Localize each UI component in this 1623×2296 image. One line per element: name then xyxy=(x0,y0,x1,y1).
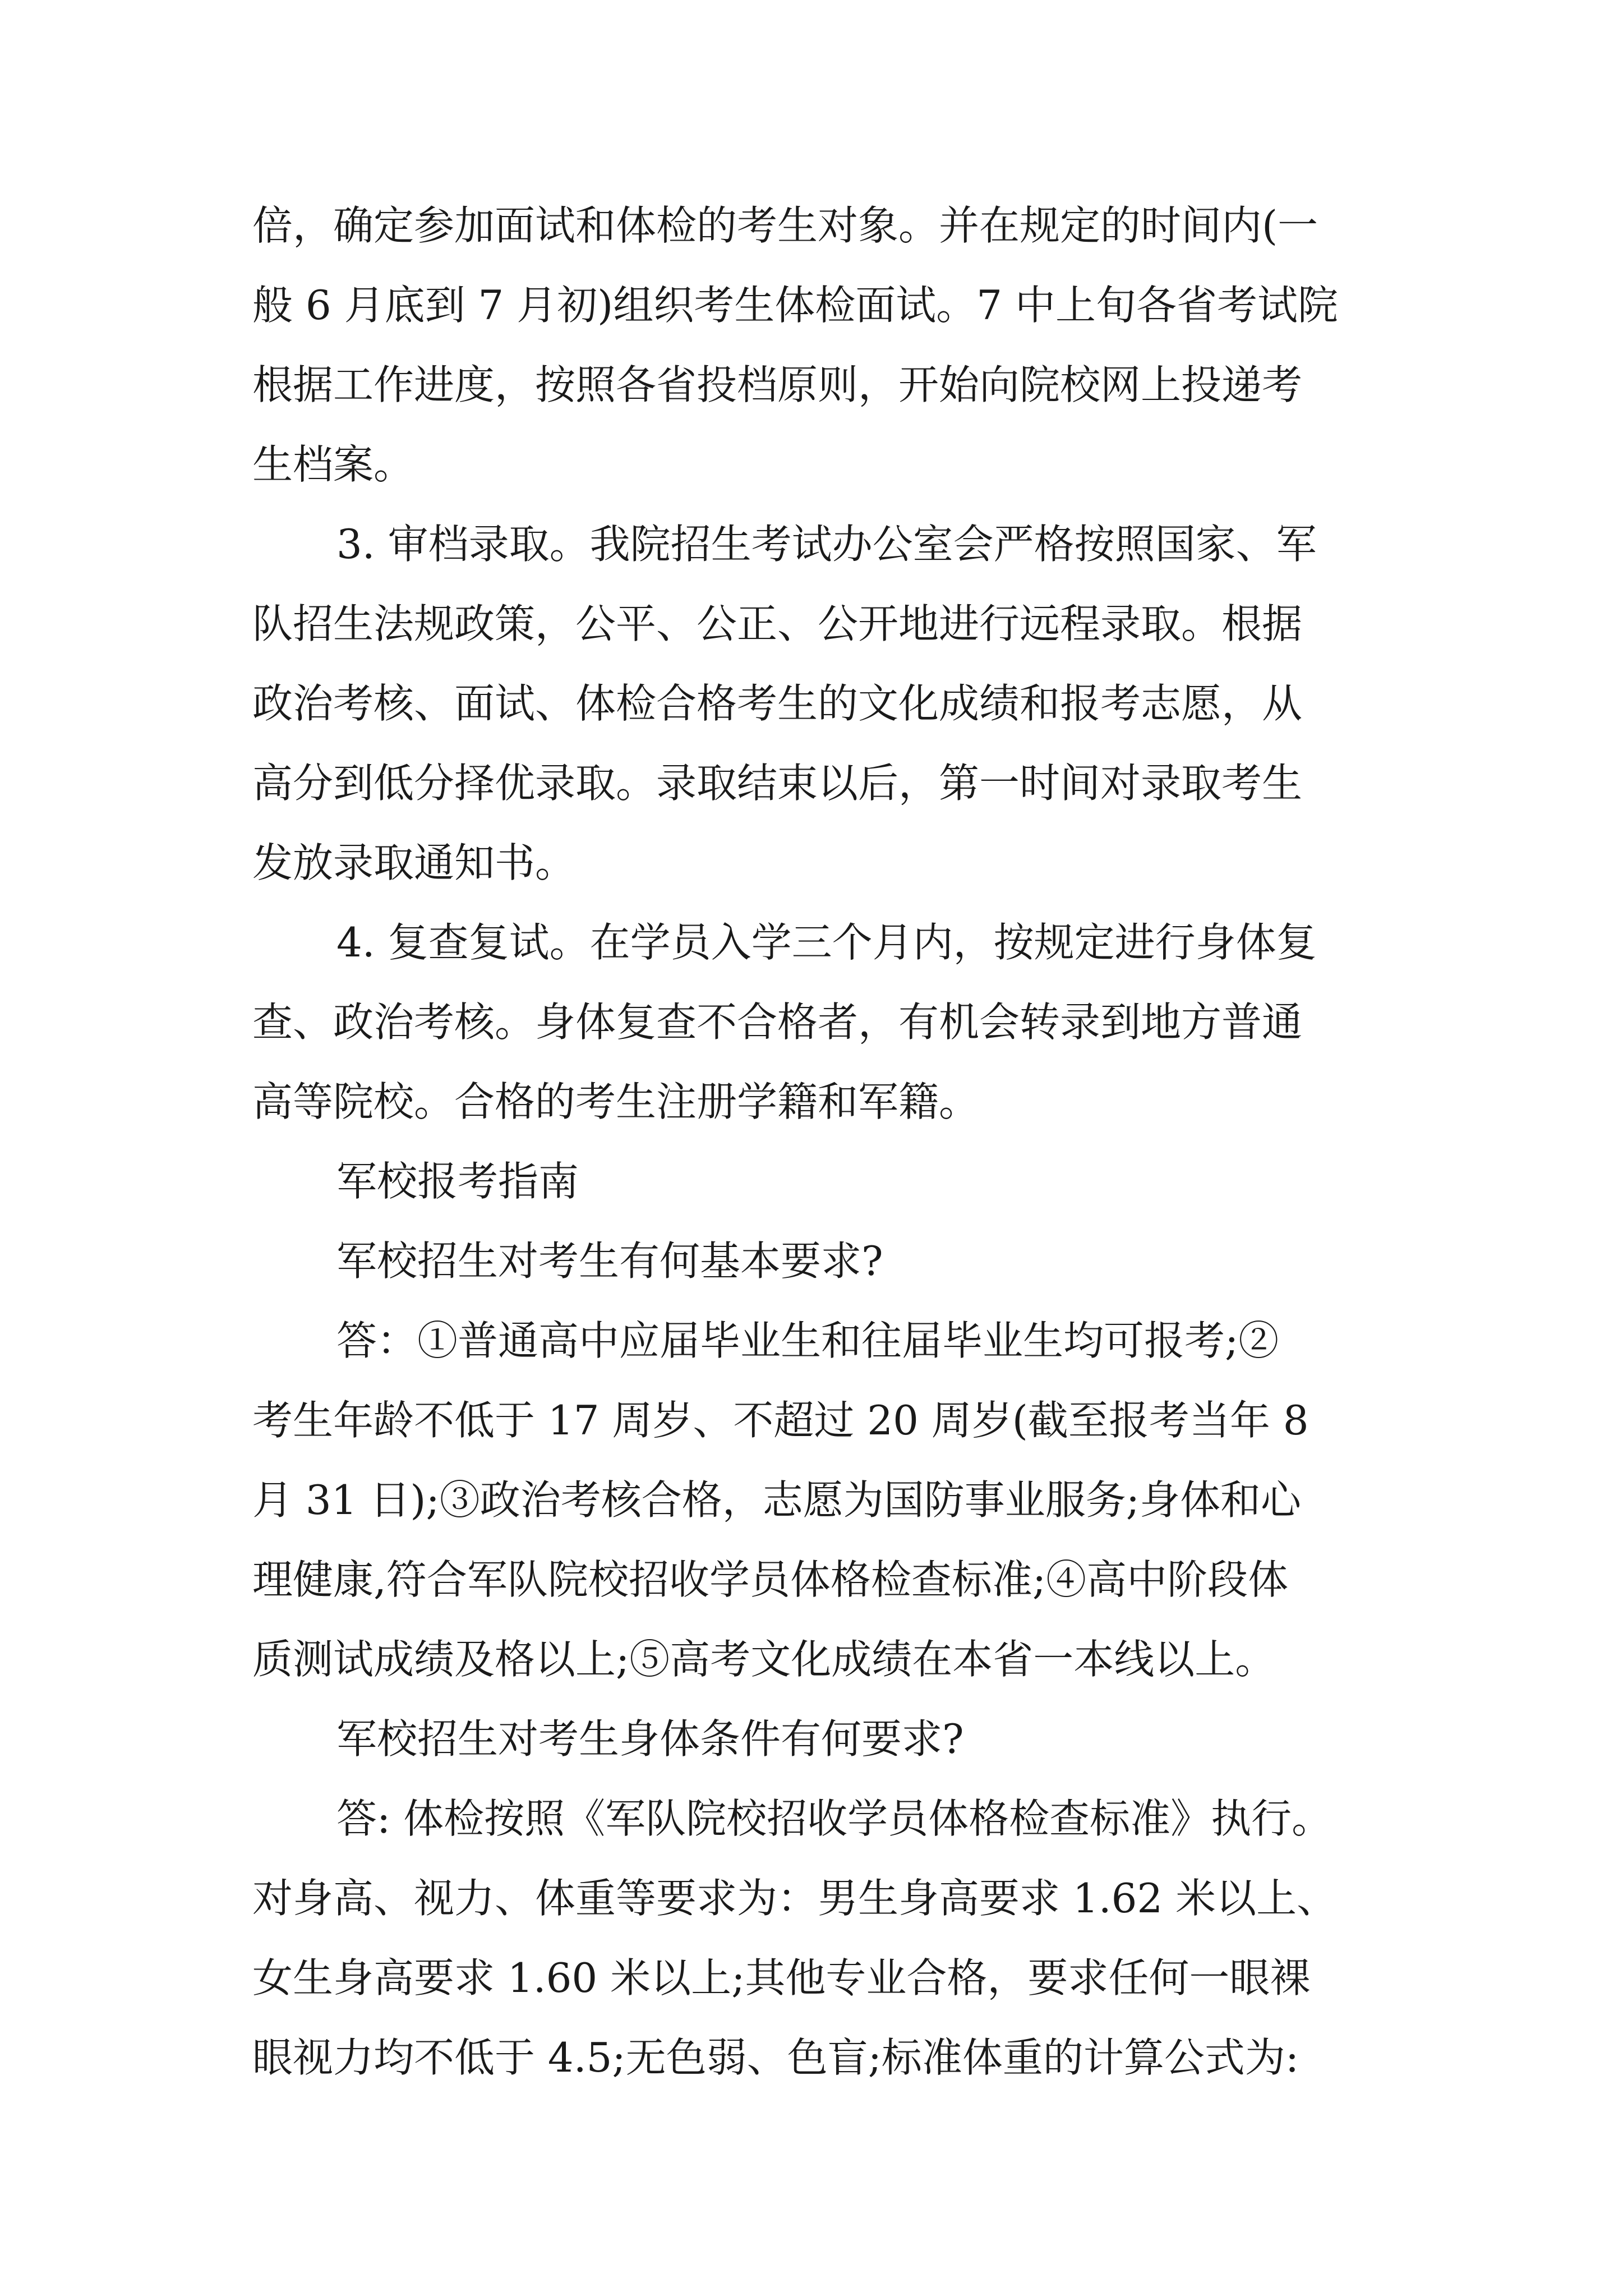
text-line: 队招生法规政策，公平、公正、公开地进行远程录取。根据 xyxy=(252,600,1303,647)
text-line: 高分到低分择优录取。录取结束以后，第一时间对录取考生 xyxy=(252,760,1303,807)
text-line: 月 31 日);③政治考核合格，志愿为国防事业服务;身体和心 xyxy=(252,1476,1301,1524)
answer-start-line: 答：①普通高中应届毕业生和往届毕业生均可报考;② xyxy=(336,1317,1279,1364)
text-line: 查、政治考核。身体复查不合格者，有机会转录到地方普通 xyxy=(252,999,1303,1046)
text-line: 根据工作进度，按照各省投档原则，开始向院校网上投递考 xyxy=(252,361,1303,408)
question-line: 军校招生对考生身体条件有何要求? xyxy=(336,1715,964,1763)
text-line: 政治考核、面试、体检合格考生的文化成绩和报考志愿，从 xyxy=(252,680,1303,727)
question-line: 军校招生对考生有何基本要求? xyxy=(336,1237,883,1285)
paragraph-start-line: 4. 复查复试。在学员入学三个月内，按规定进行身体复 xyxy=(336,919,1317,966)
text-line: 眼视力均不低于 4.5;无色弱、色盲;标准体重的计算公式为: xyxy=(252,2034,1299,2081)
answer-start-line: 答: 体检按照《军队院校招收学员体格检查标准》执行。 xyxy=(336,1795,1332,1842)
text-line: 考生年龄不低于 17 周岁、不超过 20 周岁(截至报考当年 8 xyxy=(252,1397,1309,1444)
section-heading: 军校报考指南 xyxy=(336,1158,579,1205)
text-line: 倍，确定参加面试和体检的考生对象。并在规定的时间内(一 xyxy=(252,202,1318,249)
paragraph-start-line: 3. 审档录取。我院招生考试办公室会严格按照国家、军 xyxy=(336,521,1317,568)
text-line: 高等院校。合格的考生注册学籍和军籍。 xyxy=(252,1078,980,1125)
text-line: 般 6 月底到 7 月初)组织考生体检面试。7 中上旬各省考试院 xyxy=(252,282,1338,329)
text-line: 理健康,符合军队院校招收学员体格检查标准;④高中阶段体 xyxy=(252,1556,1289,1603)
text-line: 对身高、视力、体重等要求为：男生身高要求 1.62 米以上、 xyxy=(252,1875,1338,1922)
text-line: 生档案。 xyxy=(252,441,414,488)
text-line: 质测试成绩及格以上;⑤高考文化成绩在本省一本线以上。 xyxy=(252,1636,1276,1683)
text-line: 发放录取通知书。 xyxy=(252,839,576,886)
text-line: 女生身高要求 1.60 米以上;其他专业合格，要求任何一眼裸 xyxy=(252,1954,1311,2001)
